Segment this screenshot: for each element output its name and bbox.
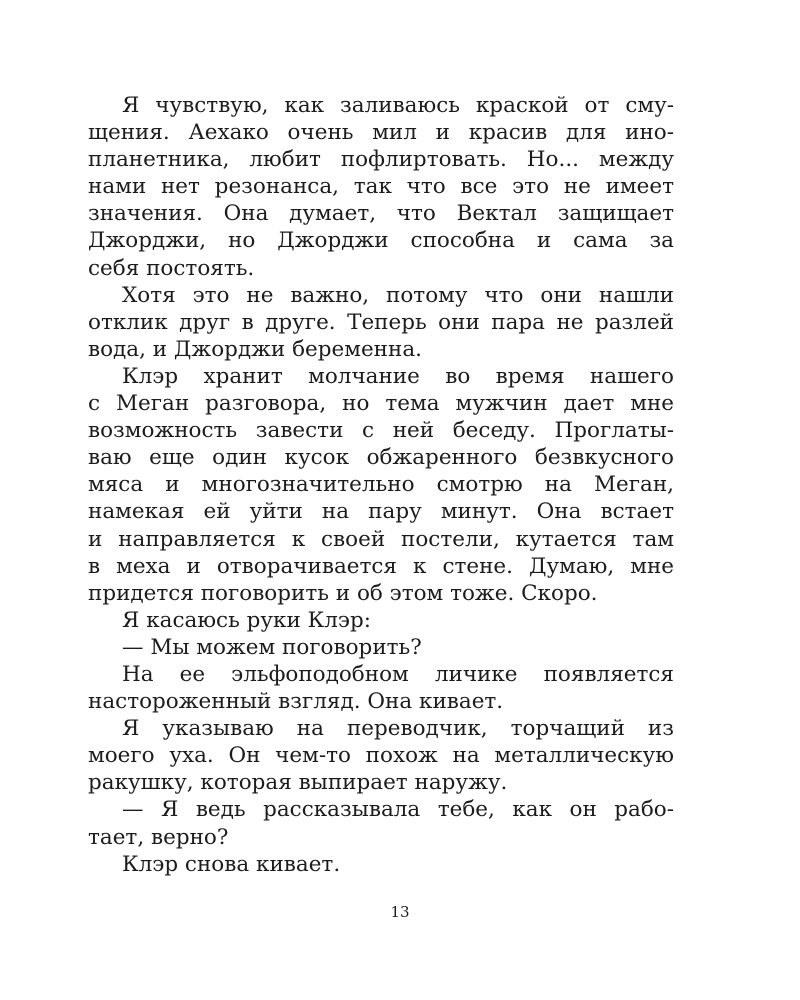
text-line: ракушку, которая выпирает наружу. [88, 770, 508, 796]
text-line: и направляется к своей постели, кутается там [88, 526, 674, 552]
text-line: настороженный взгляд. Она кивает. [88, 689, 504, 715]
text-line: возможность завести с ней беседу. Проглаты- [88, 418, 674, 444]
text-line: ваю еще один кусок обжаренного безвкусного [88, 445, 674, 471]
text-line: тает, верно? [88, 824, 229, 850]
text-line: Джорджи, но Джорджи способна и сама за [88, 228, 674, 254]
text-line: — Мы можем поговорить? [122, 634, 422, 660]
text-line: щения. Аехако очень мил и красив для ино- [88, 120, 674, 146]
text-line: с Меган разговора, но тема мужчин дает мне [88, 391, 674, 417]
text-line: себя постоять. [88, 255, 255, 281]
text-line: придется поговорить и об этом тоже. Скоро. [88, 580, 598, 606]
page-body-text [88, 92, 674, 878]
text-line: планетника, любит пофлиртовать. Но... между [88, 147, 674, 173]
text-line: — Я ведь рассказывала тебе, как он рабо- [122, 797, 674, 823]
text-line: Я указываю на переводчик, торчащий из [122, 716, 674, 742]
page-number: 13 [390, 903, 410, 921]
text-line: значения. Она думает, что Вектал защищает [88, 201, 674, 227]
text-line: Клэр снова кивает. [122, 851, 341, 877]
text-line: Я касаюсь руки Клэр: [122, 607, 371, 633]
text-line: намекая ей уйти на пару минут. Она встает [88, 499, 674, 525]
text-line: нами нет резонанса, так что все это не имеет [88, 174, 674, 200]
text-line: На ее эльфоподобном личике появляется [122, 661, 674, 687]
text-line: в меха и отворачивается к стене. Думаю, мне [88, 553, 674, 579]
text-line: мяса и многозначительно смотрю на Меган, [88, 472, 674, 498]
text-line: Клэр хранит молчание во время нашего [122, 363, 674, 389]
text-line: Хотя это не важно, потому что они нашли [122, 282, 674, 308]
text-line: моего уха. Он чем-то похож на металлическую [88, 743, 674, 769]
text-line: вода, и Джорджи беременна. [88, 336, 422, 362]
text-line: Я чувствую, как заливаюсь краской от сму- [122, 93, 674, 118]
text-line: отклик друг в друге. Теперь они пара не разлей [88, 309, 674, 335]
